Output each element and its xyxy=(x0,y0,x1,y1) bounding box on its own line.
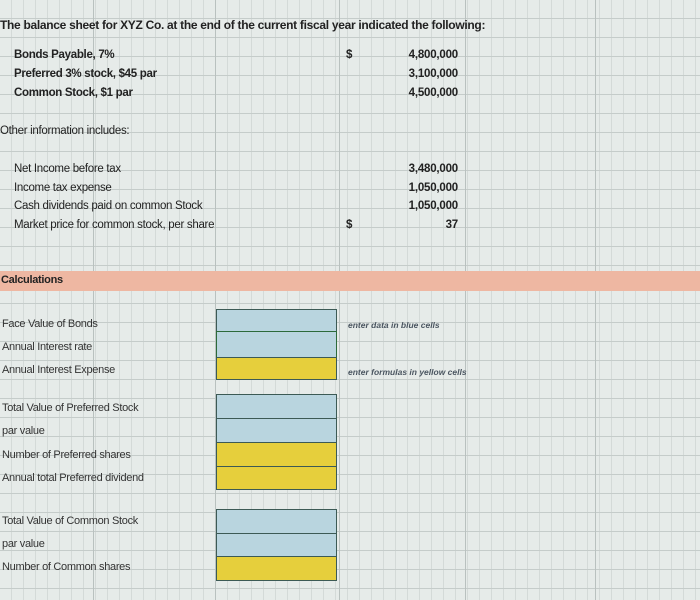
formula-cell-number-common-shares[interactable] xyxy=(216,556,337,581)
cell-label[interactable]: Market price for common stock, per share xyxy=(14,219,215,231)
input-cell-annual-interest-rate[interactable] xyxy=(216,331,337,358)
cell-value[interactable]: 37 xyxy=(445,219,458,231)
calc-label: Total Value of Common Stock xyxy=(2,515,138,527)
calculations-heading[interactable]: Calculations xyxy=(1,274,63,286)
cell-value[interactable]: 1,050,000 xyxy=(408,182,458,194)
note-blue-cells: enter data in blue cells xyxy=(348,320,440,330)
column-gridline xyxy=(339,0,340,600)
calc-label: Face Value of Bonds xyxy=(2,318,98,330)
formula-cell-annual-interest-expense[interactable] xyxy=(216,357,337,380)
input-cell-total-value-common[interactable] xyxy=(216,509,337,534)
cell-value[interactable]: 1,050,000 xyxy=(408,200,458,212)
cell-currency[interactable]: $ xyxy=(346,219,353,231)
cell-label[interactable]: Cash dividends paid on common Stock xyxy=(14,200,203,212)
input-cell-face-value-bonds[interactable] xyxy=(216,309,337,332)
calc-label: par value xyxy=(2,538,45,550)
sheet-title: The balance sheet for XYZ Co. at the end of the current fiscal year indicated the following: xyxy=(0,18,486,32)
cell-label[interactable]: Common Stock, $1 par xyxy=(14,87,133,99)
cell-value[interactable]: 3,100,000 xyxy=(408,68,458,80)
cell-label[interactable]: Net Income before tax xyxy=(14,163,121,175)
calc-label: Annual Interest rate xyxy=(2,341,93,353)
calc-label: Annual Interest Expense xyxy=(2,364,115,376)
input-cell-common-par-value[interactable] xyxy=(216,533,337,557)
calc-label: Number of Preferred shares xyxy=(2,449,131,461)
formula-cell-number-preferred-shares[interactable] xyxy=(216,442,337,467)
calc-label: Number of Common shares xyxy=(2,561,131,573)
cell-label[interactable]: Income tax expense xyxy=(14,182,112,194)
column-gridline xyxy=(595,0,596,600)
cell-currency[interactable]: $ xyxy=(346,49,353,61)
cell-value[interactable]: 4,800,000 xyxy=(408,49,458,61)
input-cell-total-value-preferred[interactable] xyxy=(216,394,337,419)
cell-label[interactable]: Bonds Payable, 7% xyxy=(14,49,115,61)
cell-value[interactable]: 3,480,000 xyxy=(408,163,458,175)
calc-label: par value xyxy=(2,425,45,437)
other-info-heading[interactable]: Other information includes: xyxy=(0,125,130,137)
cell-label[interactable]: Preferred 3% stock, $45 par xyxy=(14,68,157,80)
calculations-band xyxy=(0,271,700,291)
note-yellow-cells: enter formulas in yellow cells xyxy=(348,367,467,377)
cell-value[interactable]: 4,500,000 xyxy=(408,87,458,99)
formula-cell-annual-preferred-dividend[interactable] xyxy=(216,466,337,490)
calc-label: Total Value of Preferred Stock xyxy=(2,402,139,414)
calc-label: Annual total Preferred dividend xyxy=(2,472,144,484)
column-gridline xyxy=(465,0,466,600)
input-cell-preferred-par-value[interactable] xyxy=(216,418,337,443)
